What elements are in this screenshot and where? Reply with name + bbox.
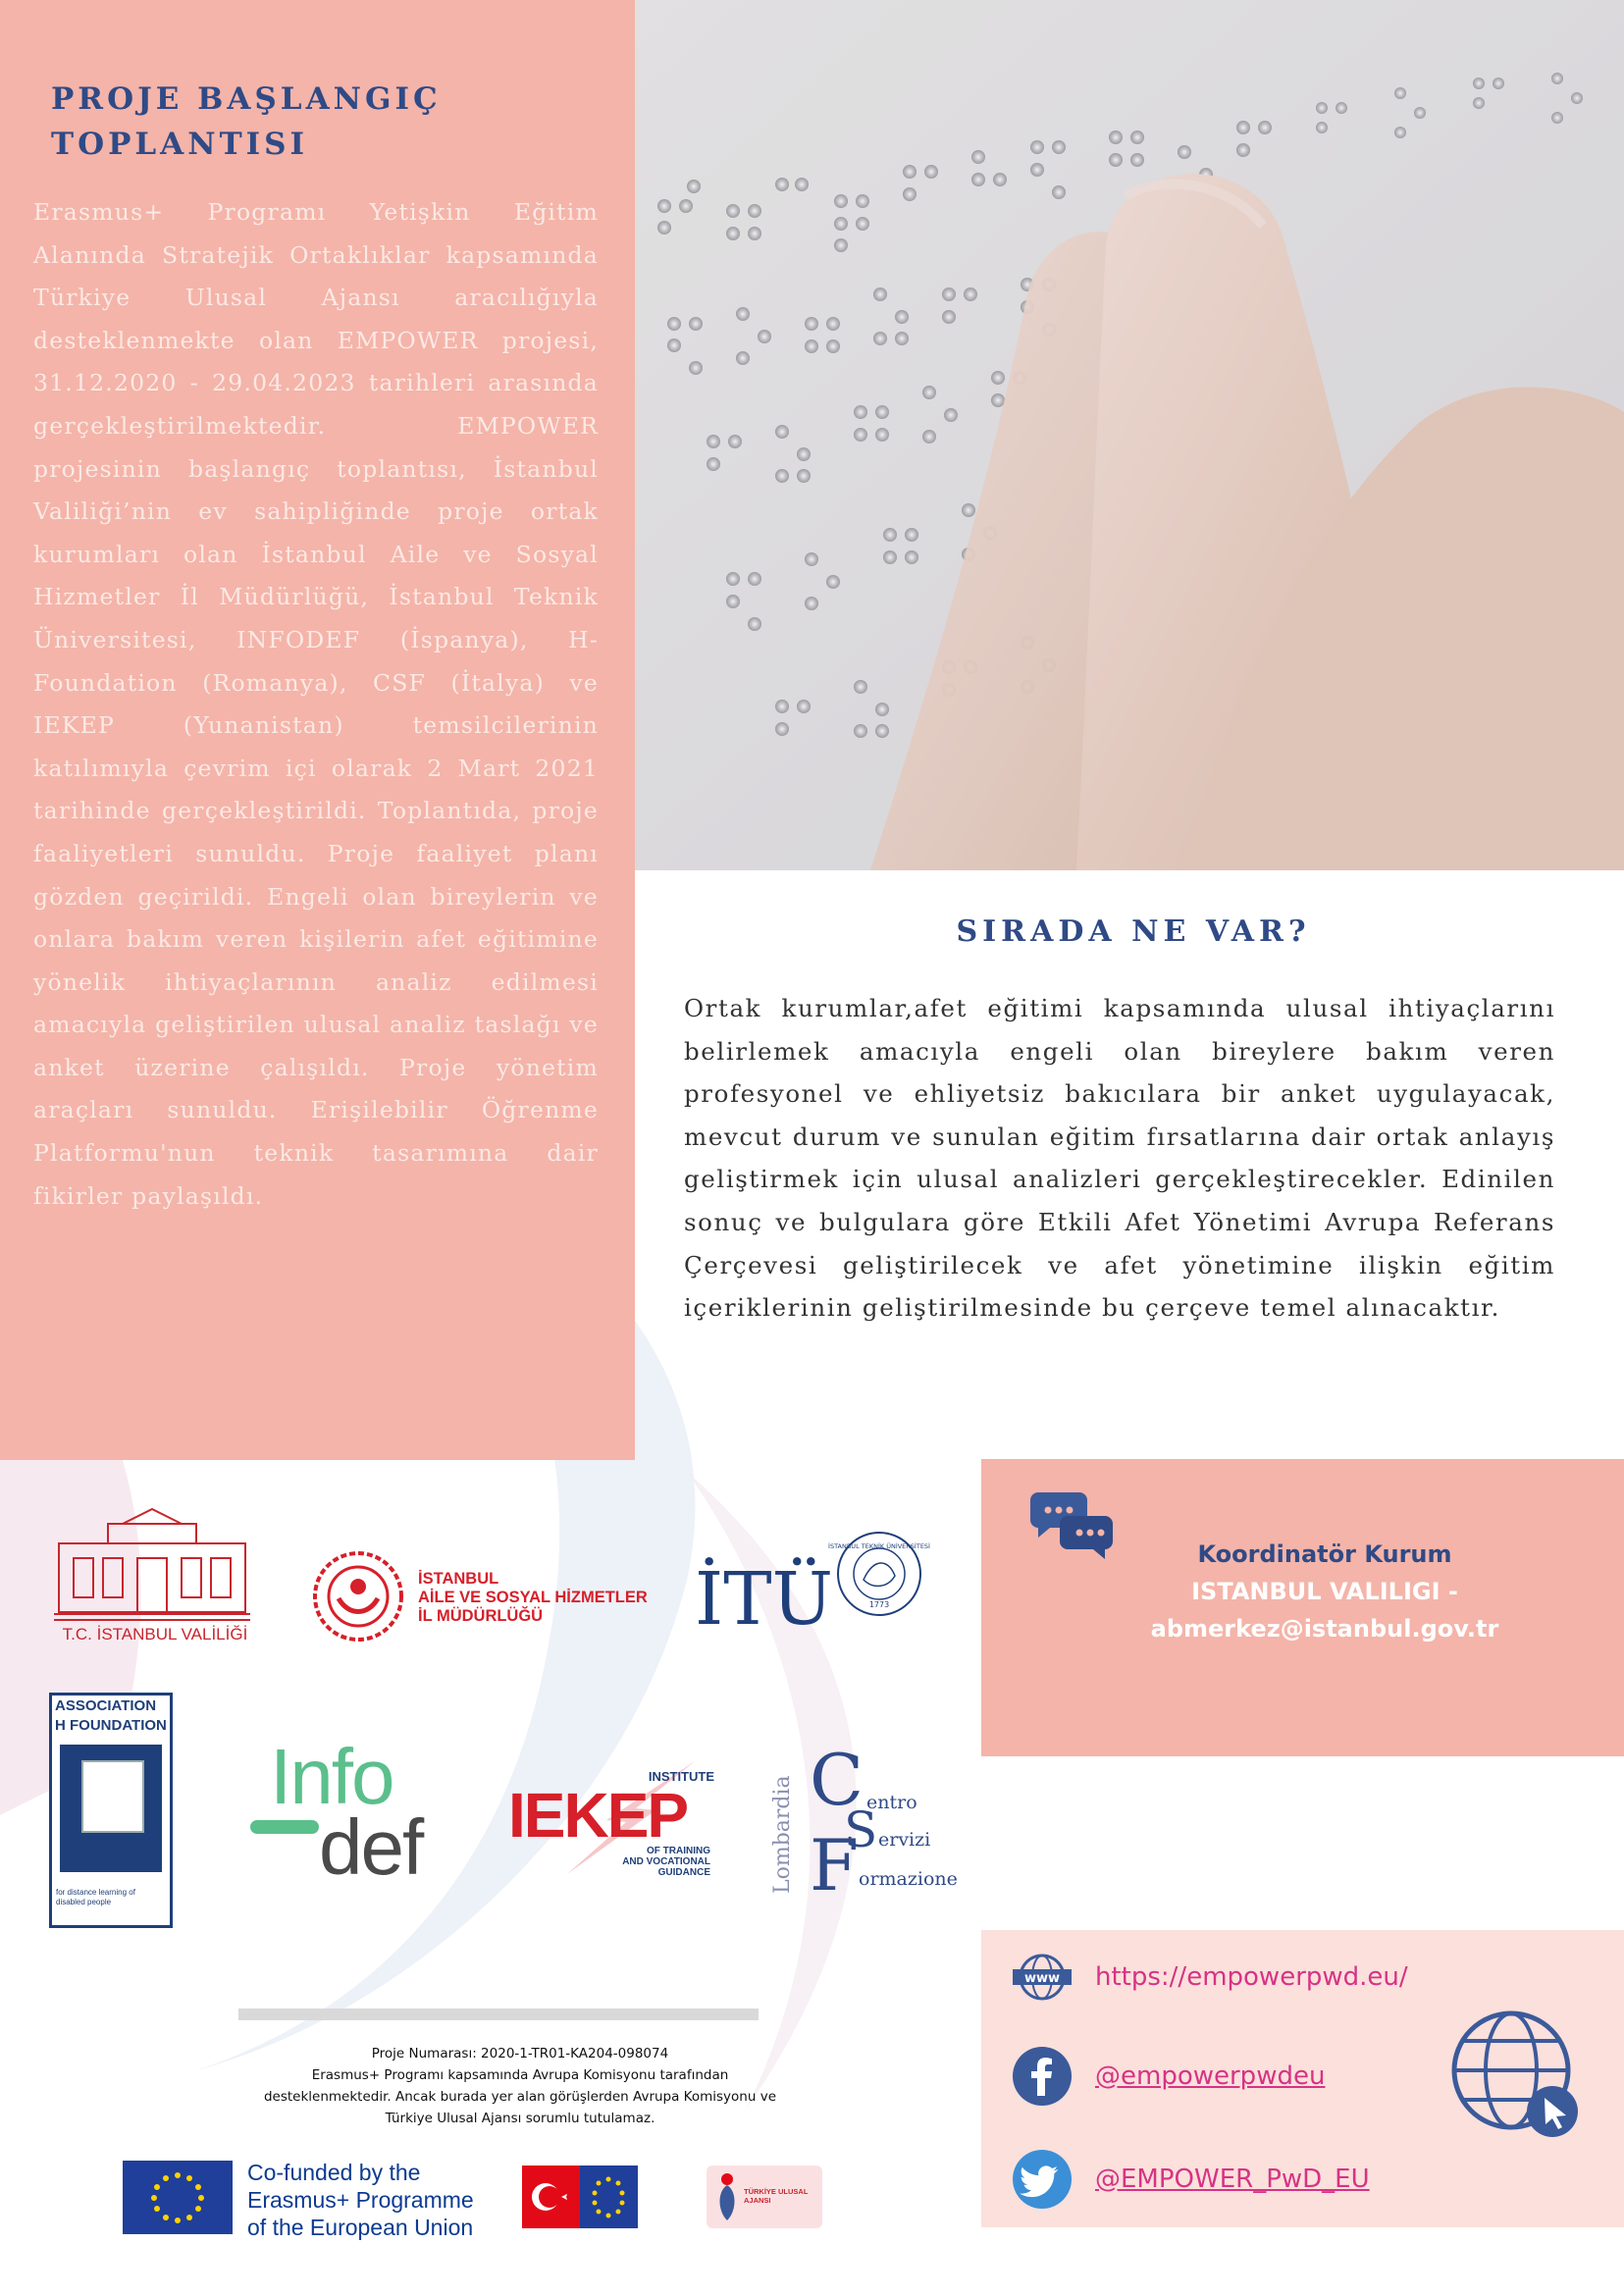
itu-seal-text: İSTANBUL TEKNİK ÜNİVERSİTESİ xyxy=(828,1542,930,1550)
iekep-bottom1: OF TRAINING xyxy=(647,1846,710,1856)
csf-line2: ervizi xyxy=(878,1829,931,1851)
iekep-logo xyxy=(508,1751,714,1879)
hf-line1: ASSOCIATION xyxy=(55,1697,157,1714)
disclaimer-line3: desteklenmektedir. Ancak burada yer alan görüşlerden Avrupa Komisyonu ve xyxy=(263,2089,777,2105)
www-globe-icon xyxy=(1011,1953,1074,2002)
turkey-eu-flags-icon xyxy=(522,2166,638,2228)
twitter-row[interactable] xyxy=(1011,2145,1423,2214)
itu-logo-text: İTÜ xyxy=(695,1557,833,1642)
coordinator-name: ISTANBUL VALILIGI - xyxy=(1191,1578,1458,1605)
www-label: www xyxy=(1023,1971,1061,1986)
coordinator-heading: Koordinatör Kurum xyxy=(1197,1540,1452,1568)
twitter-icon xyxy=(1011,2148,1074,2211)
iekep-bottom3: GUIDANCE xyxy=(657,1867,710,1878)
iekep-text: IEKEP xyxy=(508,1780,688,1851)
braille-illustration xyxy=(635,0,1624,870)
eu-cofunded-text xyxy=(247,2159,502,2241)
eu-line1: Co-funded by the xyxy=(247,2160,421,2185)
csf-line1: entro xyxy=(866,1792,917,1813)
iekep-top: INSTITUTE xyxy=(648,1769,714,1784)
aile-line1: İSTANBUL xyxy=(418,1570,499,1588)
valilik-caption: T.C. İSTANBUL VALİLİĞİ xyxy=(62,1625,248,1644)
aile-sosyal-hizmetler-text xyxy=(418,1570,673,1626)
project-number: Proje Numarası: 2020-1-TR01-KA204-098074 xyxy=(371,2046,669,2061)
left-body-text: Erasmus+ Programı Yetişkin Eğitim Alanında Stratejik Ortaklıklar kapsamında Türkiye Ulusal Ajansı aracılığıyla desteklenmekte olan EMPOWER projesi, 31.12.2020 - 29.04.2023 tarihleri arasında gerçekleştirilmektedir. EMPOWER projesinin başlangıç toplantısı, İstanbul Valiliği’nin ev sahipliğinde proje ortak kurumları olan İstanbul Aile ve Sosyal Hizmetler İl Müdürlüğü, İstanbul Teknik Üniversitesi, INFODEF (İspanya), H-Foundation (Romanya), CSF (İtalya) ve IEKEP (Yunanistan) temsilcilerinin katılımıyla çevrim içi olarak 2 Mart 2021 tarihinde gerçekleştirildi. Toplantıda, proje faaliyetleri sunuldu. Proje faaliyet planı gözden geçirildi. Engeli olan bireylerin ve onlara bakım veren kişilerin afet eğitimine yönelik ihtiyaçlarının analiz edilmesi amacıyla geliştirilen ulusal analiz taslağı ve anket üzerine çalışıldı. Proje yönetim araçları sunuldu. Erişilebilir Öğrenme Platformu'nun teknik tasarımına dair fikirler paylaşıldı. xyxy=(33,198,599,1210)
left-heading xyxy=(51,77,601,167)
infodef-bar xyxy=(250,1820,319,1834)
right-heading: SIRADA NE VAR? xyxy=(956,914,1311,949)
infodef-logo xyxy=(270,1733,423,1891)
aile-line2: AİLE VE SOSYAL HİZMETLER xyxy=(418,1589,648,1606)
coordinator-info xyxy=(1089,1536,1560,1647)
itu-seal xyxy=(828,1529,930,1619)
hf-caption: for distance learning of disabled people xyxy=(56,1888,135,1906)
csf-side: Lombardia xyxy=(770,1775,795,1894)
infodef-line1: Info xyxy=(270,1733,393,1820)
aile-sosyal-hizmetler-emblem xyxy=(304,1547,412,1645)
globe-cursor-icon xyxy=(1442,2002,1590,2149)
disclaimer-line4: Türkiye Ulusal Ajansı sorumlu tutulamaz. xyxy=(385,2111,655,2126)
iekep-lightning xyxy=(548,1751,705,1879)
hf-line2: H FOUNDATION xyxy=(55,1717,167,1734)
website-link[interactable]: https://empowerpwd.eu/ xyxy=(1095,1962,1408,1992)
istanbul-valiligi-logo xyxy=(49,1504,255,1642)
twitter-link[interactable]: @EMPOWER_PwD_EU xyxy=(1095,2165,1370,2194)
eu-line3: of the European Union xyxy=(247,2215,474,2240)
csf-logo: Lombardia C S F entro ervizi ormazione xyxy=(770,1739,958,1906)
left-heading-line1: PROJE BAŞLANGIÇ xyxy=(51,81,442,117)
csf-line3: ormazione xyxy=(859,1868,958,1890)
eu-line2: Erasmus+ Programme xyxy=(247,2187,474,2213)
facebook-link[interactable]: @empowerpwdeu xyxy=(1095,2061,1326,2091)
facebook-icon xyxy=(1011,2045,1074,2108)
itu-seal-year: 1773 xyxy=(868,1600,890,1609)
disclaimer-line2: Erasmus+ Programı kapsamında Avrupa Komisyonu tarafından xyxy=(311,2067,729,2083)
ulusal-ajans-text: TÜRKİYE ULUSAL AJANSI xyxy=(744,2187,809,2205)
ulusal-ajans-figure-icon xyxy=(712,2171,742,2222)
aile-line3: İL MÜDÜRLÜĞÜ xyxy=(418,1607,544,1625)
funding-disclaimer xyxy=(236,2043,805,2129)
coordinator-email[interactable]: abmerkez@istanbul.gov.tr xyxy=(1150,1615,1499,1643)
left-heading-line2: TOPLANTISI xyxy=(51,127,309,162)
braille-photo xyxy=(635,0,1624,870)
eu-flag-icon xyxy=(123,2161,233,2234)
right-body-text: Ortak kurumlar,afet eğitimi kapsamında ulusal ihtiyaçlarını belirlemek amacıyla engeli olan bireylere bakım veren profesyonel ve ehliyetsiz bakıcılara bir anket uygulayacak, mevcut durum ve sunulan eğitim fırsatlarına dair ortak anlayış geliştirmek için ulusal analizleri gerçekleştirecekler. Edinilen sonuç ve bulgulara göre Etkili Afet Yönetimi Avrupa Referans Çerçevesi geliştirilecek ve afet yönetimine ilişkin eğitim içeriklerinin geliştirilmesinde bu çerçeve temel alınacaktır. xyxy=(684,994,1555,1323)
iekep-bottom2: AND VOCATIONAL xyxy=(622,1856,710,1867)
facebook-row[interactable] xyxy=(1011,2042,1423,2111)
infodef-line2: def xyxy=(319,1803,423,1891)
ulusal-ajans-logo xyxy=(707,2166,822,2228)
footer-divider xyxy=(238,2009,759,2020)
h-shape xyxy=(60,1745,162,1872)
website-row[interactable] xyxy=(1011,1943,1423,2011)
h-foundation-logo xyxy=(49,1693,173,1928)
